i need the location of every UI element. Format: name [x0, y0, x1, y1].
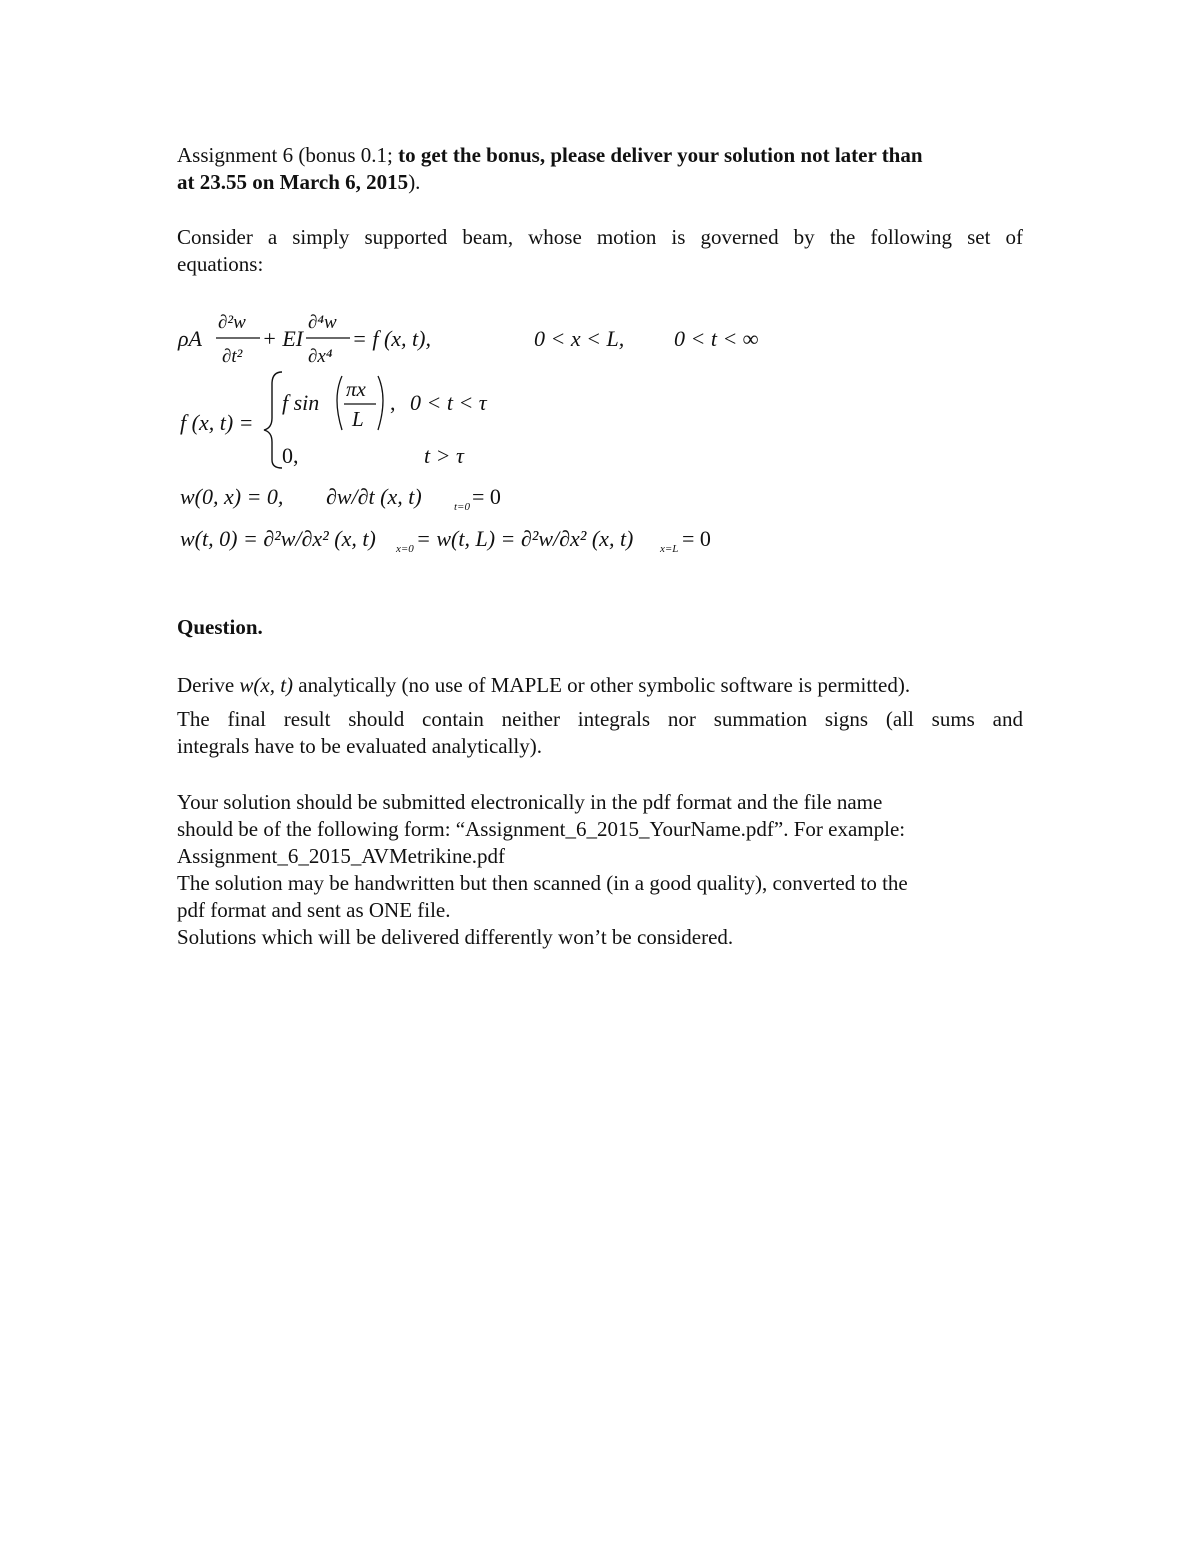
- eq4-subscript-1: x=0: [396, 543, 414, 555]
- eq3-rhs: = 0: [472, 484, 501, 509]
- eq1-dx4: ∂x⁴: [308, 346, 333, 367]
- eq3-subscript: t=0: [454, 501, 470, 513]
- eq4-rhs: = 0: [682, 526, 711, 551]
- derive-prefix: Derive: [177, 673, 240, 697]
- assignment-heading-line2: [177, 169, 420, 196]
- eq1-rhs: = f (x, t),: [352, 326, 431, 351]
- assignment-heading-line1: [177, 142, 923, 169]
- eq2-L: L: [352, 407, 364, 431]
- equation-block: [170, 300, 790, 570]
- submission-line2: should be of the following form: “Assignment_6_2015_YourName.pdf”. For example:: [177, 817, 906, 841]
- eq2-lhs: f (x, t) =: [180, 410, 254, 435]
- equation-initial-conditions: [180, 484, 501, 513]
- eq1-rho-a: ρA: [178, 326, 202, 351]
- submission-line1: Your solution should be submitted electronically in the pdf format and the file name: [177, 790, 883, 814]
- intro-line1: Consider a simply supported beam, whose motion is governed by the following set of: [177, 225, 1023, 249]
- eq3-displacement: w(0, x) = 0,: [180, 484, 284, 509]
- derive-math: w(x, t): [239, 673, 294, 697]
- question-final-line2: integrals have to be evaluated analytically).: [177, 734, 543, 758]
- eq1-condition-x: 0 < x < L,: [534, 326, 625, 351]
- submission-line5: pdf format and sent as ONE file.: [177, 898, 451, 922]
- eq2-case2-condition: t > τ: [424, 443, 464, 468]
- submission-line3: Assignment_6_2015_AVMetrikine.pdf: [177, 844, 506, 868]
- submission-line6: Solutions which will be delivered differently won’t be considered.: [177, 925, 734, 949]
- equation-beam-motion: [177, 312, 759, 367]
- eq2-right-paren: [378, 376, 383, 430]
- equation-boundary-conditions: [180, 526, 711, 555]
- question-derive: [177, 672, 910, 699]
- submission-line4: The solution may be handwritten but then scanned (in a good quality), converted to the: [177, 871, 908, 895]
- heading-bold-line2: at 23.55 on March 6, 2015: [177, 170, 409, 194]
- eq1-condition-t: 0 < t < ∞: [674, 326, 759, 351]
- heading-bold-line1: to get the bonus, please deliver your solution not later than: [398, 143, 923, 167]
- eq4-subscript-2: x=L: [660, 543, 679, 555]
- heading-suffix: ).: [408, 170, 421, 194]
- eq2-case1-comma: ,: [390, 390, 396, 415]
- question-title: Question.: [177, 615, 263, 639]
- equation-force-definition: [180, 372, 488, 468]
- eq2-case1-f-sin: f sin: [282, 390, 320, 415]
- eq4-left-boundary: w(t, 0) = ∂²w/∂x² (x, t): [180, 526, 376, 551]
- eq2-case1-condition: 0 < t < τ: [410, 390, 487, 415]
- eq4-right-boundary: = w(t, L) = ∂²w/∂x² (x, t): [416, 526, 634, 551]
- eq1-d2w: ∂²w: [218, 312, 246, 333]
- eq1-dt2: ∂t²: [222, 346, 243, 367]
- eq1-plus-ei: + EI: [262, 326, 304, 351]
- question-final-line1: The final result should contain neither integrals nor summation signs (all sums and: [177, 707, 1023, 731]
- eq1-d4w: ∂⁴w: [308, 312, 337, 333]
- intro-line2: equations:: [177, 252, 264, 276]
- eq2-pi-x: πx: [346, 377, 366, 401]
- eq3-velocity: ∂w/∂t (x, t): [326, 484, 422, 509]
- eq2-left-paren: [337, 376, 342, 430]
- heading-prefix: Assignment 6 (bonus 0.1;: [177, 143, 399, 167]
- derive-suffix: analytically (no use of MAPLE or other symbolic software is permitted).: [293, 673, 911, 697]
- eq2-brace: [264, 372, 282, 468]
- eq2-case2-value: 0,: [282, 443, 299, 468]
